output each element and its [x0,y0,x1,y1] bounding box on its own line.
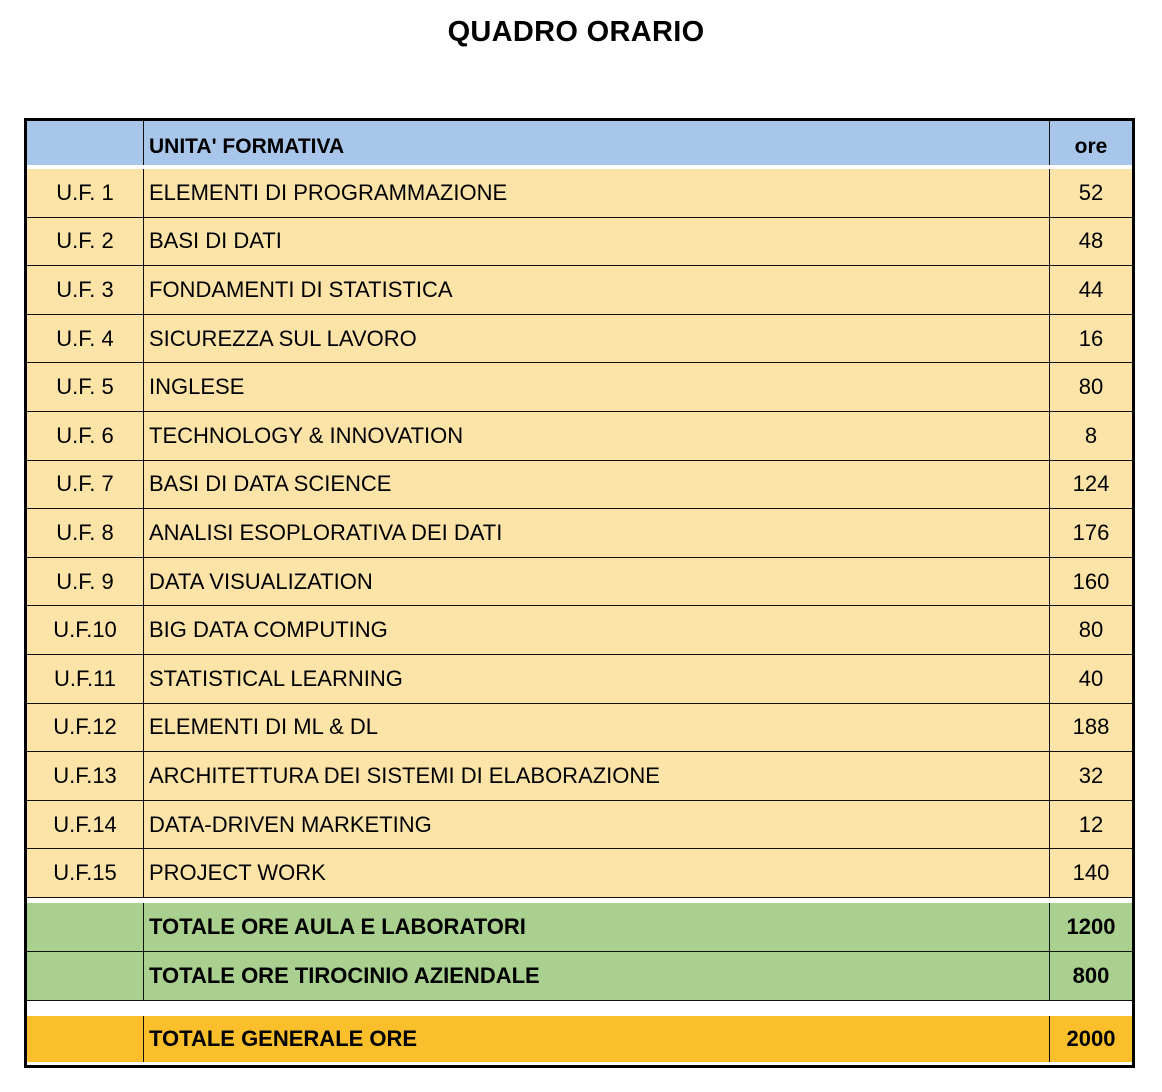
table-row [27,849,1132,898]
unit-hours-cell: 40 [1078,665,1104,691]
unit-name-cell: TECHNOLOGY & INNOVATION [144,412,1050,460]
schedule-table [24,118,1135,1068]
table-row [27,363,1132,412]
header-code-cell [27,121,144,165]
unit-code-cell: U.F. 2 [27,218,144,266]
unit-name-cell: ELEMENTI DI ML & DL [144,704,1050,752]
unit-code-cell: U.F. 6 [27,412,144,460]
unit-code-cell: U.F. 8 [27,509,144,557]
total-hours: 800 [1072,963,1110,988]
header-hours-cell: ore [1074,135,1108,158]
unit-hours-cell: 12 [1078,811,1104,837]
grand-total-row [27,1016,1132,1062]
unit-hours-cell: 16 [1078,325,1104,351]
unit-hours-cell: 124 [1072,471,1110,497]
unit-hours-cell: 52 [1078,179,1104,205]
unit-code-cell: U.F.11 [27,655,144,703]
page-title: QUADRO ORARIO [447,16,705,48]
table-row [27,412,1132,461]
unit-code-cell: U.F. 7 [27,461,144,509]
unit-name-cell: PROJECT WORK [144,849,1050,897]
unit-code-cell: U.F.12 [27,704,144,752]
unit-code-cell: U.F.10 [27,606,144,654]
total-hours: 1200 [1066,914,1116,939]
unit-name-cell: SICUREZZA SUL LAVORO [144,315,1050,363]
total-label: TOTALE ORE TIROCINIO AZIENDALE [144,952,1050,1000]
unit-name-cell: STATISTICAL LEARNING [144,655,1050,703]
unit-code-cell: U.F.13 [27,752,144,800]
total-label: TOTALE ORE AULA E LABORATORI [144,903,1050,951]
table-row [27,218,1132,267]
unit-name-cell: DATA-DRIVEN MARKETING [144,801,1050,849]
unit-hours-cell: 80 [1078,617,1104,643]
header-unit-cell: UNITA' FORMATIVA [144,121,1050,165]
table-row [27,315,1132,364]
table-header [27,121,1132,165]
grand-total-label: TOTALE GENERALE ORE [144,1016,1050,1062]
unit-name-cell: FONDAMENTI DI STATISTICA [144,266,1050,314]
total-code-cell [27,903,144,951]
unit-hours-cell: 140 [1072,860,1110,886]
unit-code-cell: U.F.15 [27,849,144,897]
unit-code-cell: U.F. 9 [27,558,144,606]
total-row [27,903,1132,952]
table-row [27,558,1132,607]
table-row [27,655,1132,704]
unit-code-cell: U.F.14 [27,801,144,849]
table-row [27,704,1132,753]
unit-name-cell: BIG DATA COMPUTING [144,606,1050,654]
unit-hours-cell: 8 [1084,422,1098,448]
table-row [27,752,1132,801]
unit-code-cell: U.F. 3 [27,266,144,314]
unit-hours-cell: 176 [1072,519,1110,545]
unit-name-cell: DATA VISUALIZATION [144,558,1050,606]
total-code-cell [27,952,144,1000]
table-row [27,606,1132,655]
unit-code-cell: U.F. 4 [27,315,144,363]
grand-total-hours: 2000 [1066,1026,1116,1051]
grand-total-code-cell [27,1016,144,1062]
unit-name-cell: BASI DI DATA SCIENCE [144,461,1050,509]
table-row [27,266,1132,315]
table-row [27,509,1132,558]
unit-hours-cell: 32 [1078,762,1104,788]
table-row [27,801,1132,850]
unit-hours-cell: 48 [1078,228,1104,254]
grand-total-separator [27,1001,1132,1016]
table-row [27,461,1132,510]
unit-name-cell: BASI DI DATI [144,218,1050,266]
unit-hours-cell: 44 [1078,276,1104,302]
unit-name-cell: ARCHITETTURA DEI SISTEMI DI ELABORAZIONE [144,752,1050,800]
unit-code-cell: U.F. 5 [27,363,144,411]
unit-name-cell: ANALISI ESOPLORATIVA DEI DATI [144,509,1050,557]
unit-name-cell: ELEMENTI DI PROGRAMMAZIONE [144,169,1050,217]
table-row [27,169,1132,218]
unit-name-cell: INGLESE [144,363,1050,411]
unit-hours-cell: 188 [1072,714,1110,740]
unit-hours-cell: 160 [1072,568,1110,594]
total-row [27,952,1132,1001]
unit-code-cell: U.F. 1 [27,169,144,217]
unit-hours-cell: 80 [1078,374,1104,400]
